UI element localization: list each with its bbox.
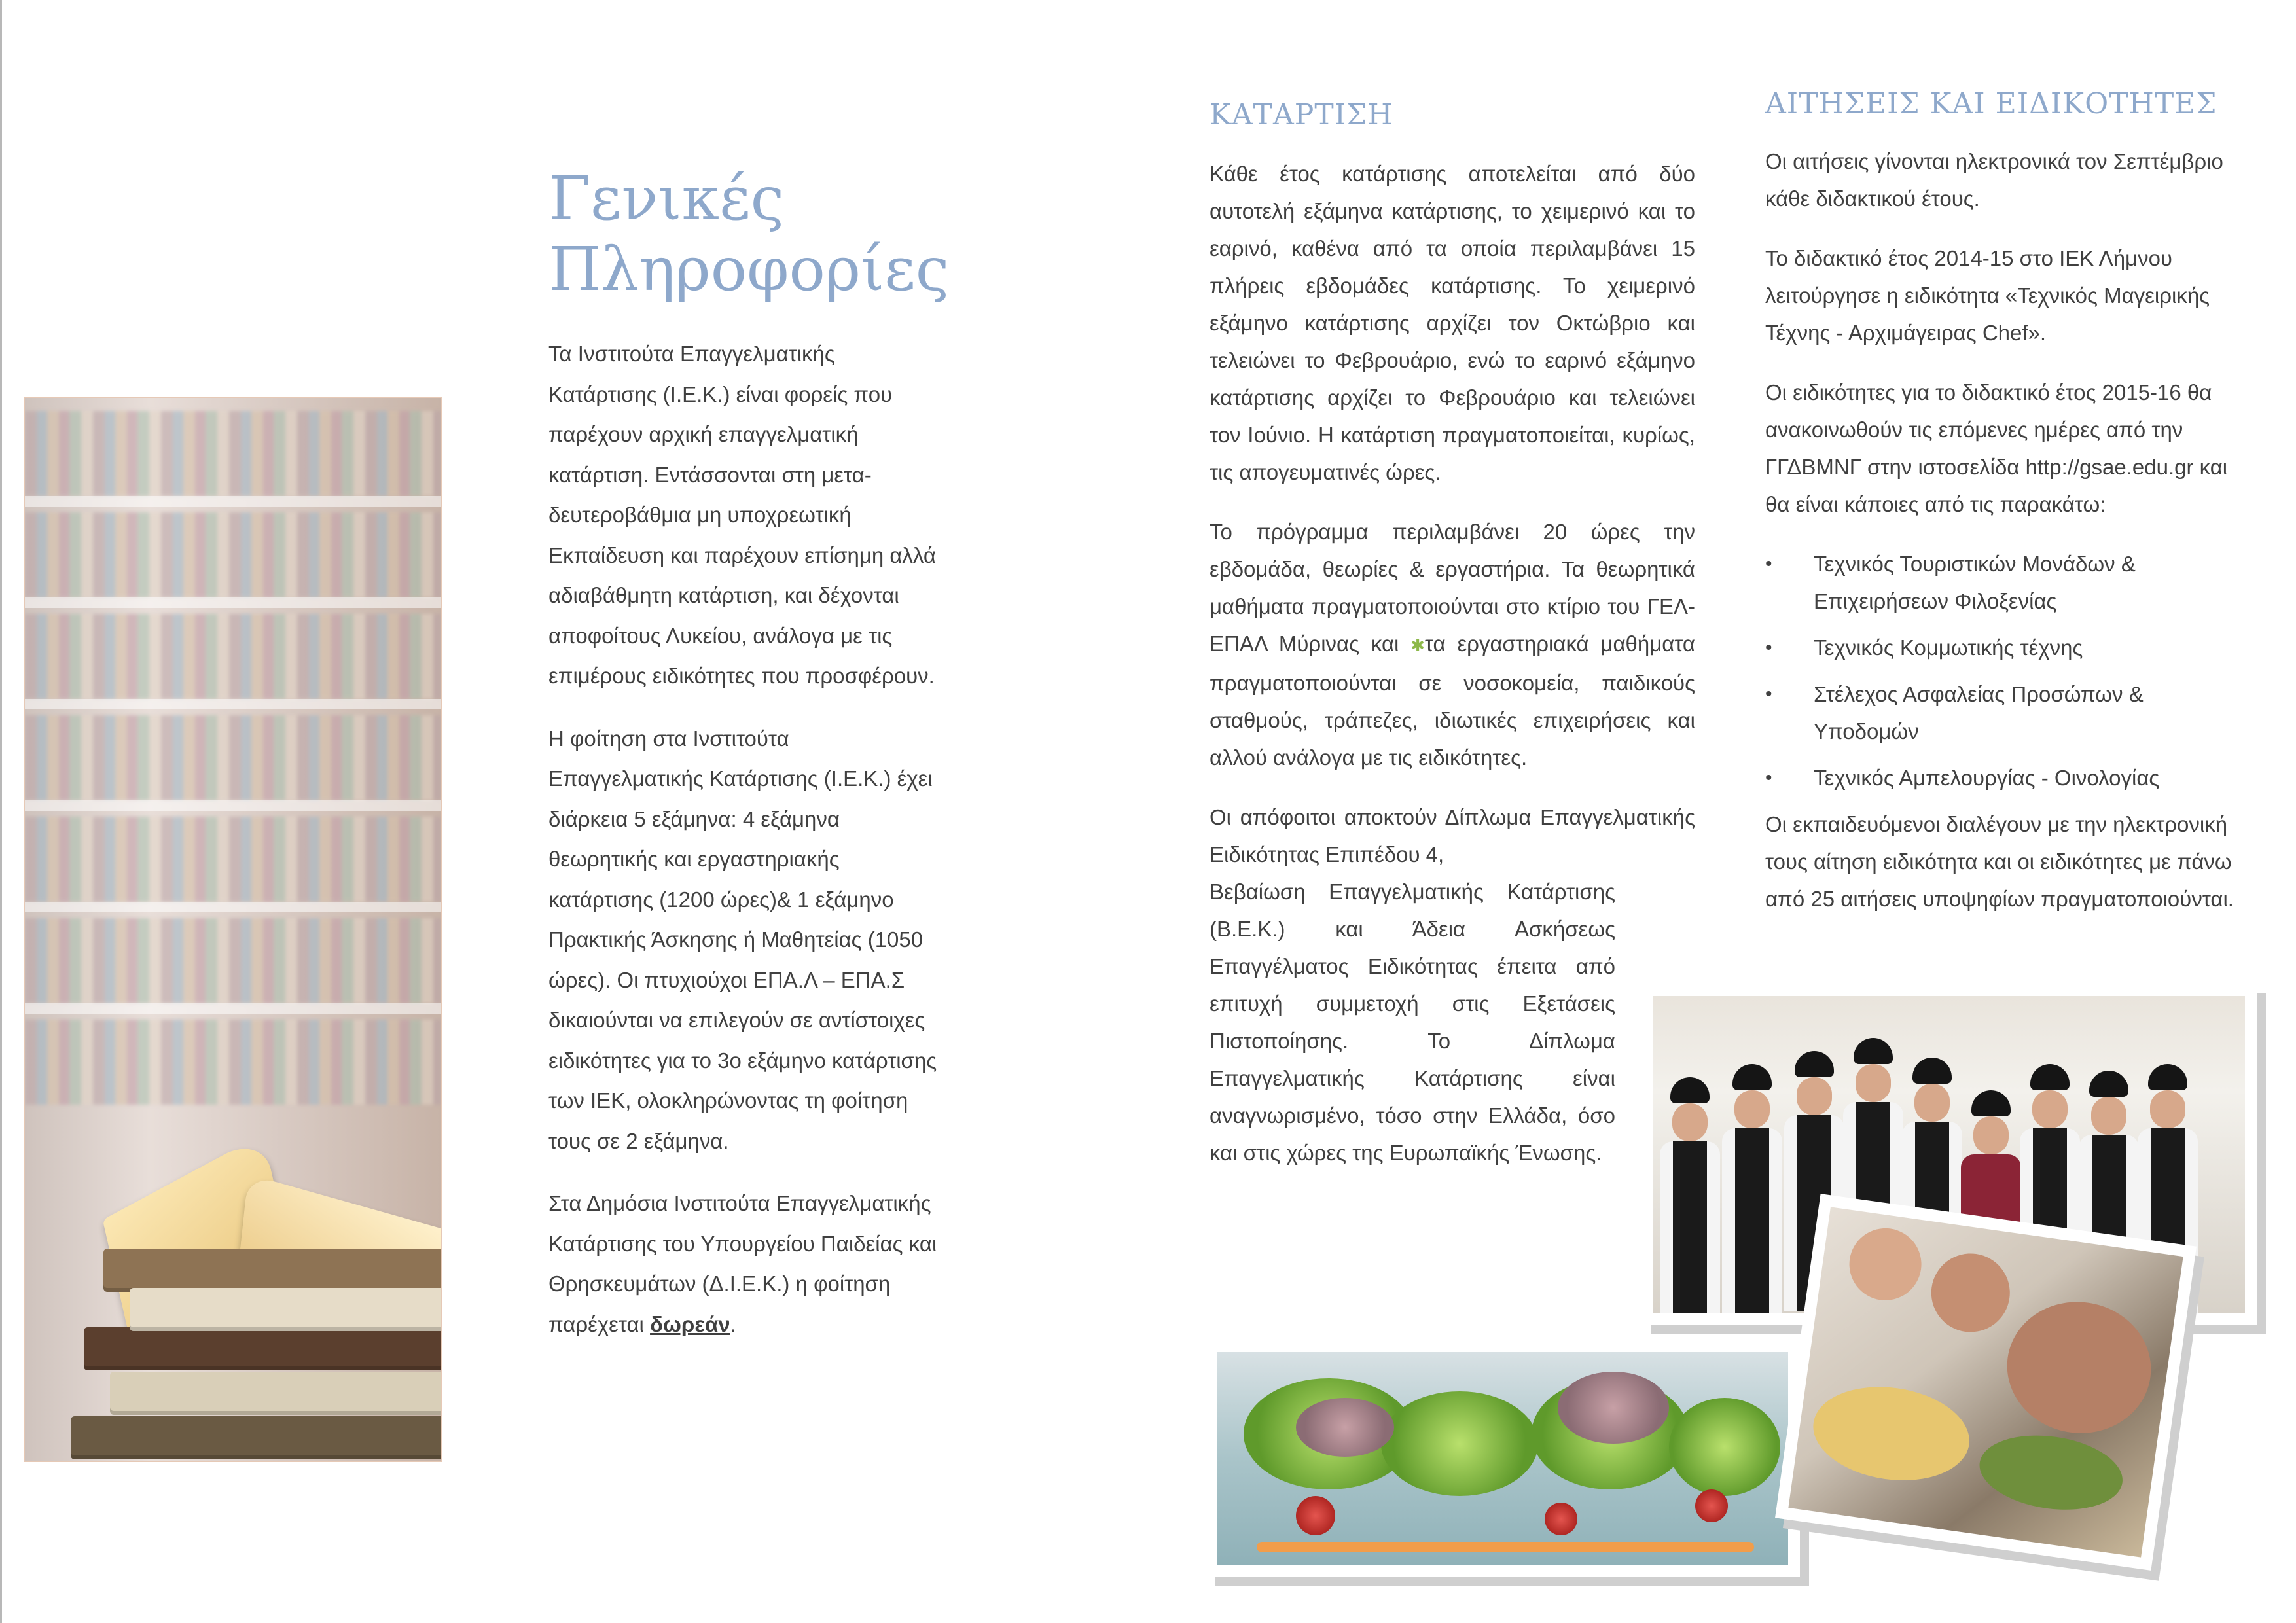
training-paragraph-1: Κάθε έτος κατάρτισης αποτελείται από δύο αυτοτελή εξάμηνα κατάρτισης, το χειμερινό και το εαρινό, καθένα από τα οποία περιλαμβάνει 15 πλήρεις εβδομάδες κατάρτισης. Το χειμερινό εξάμηνο κατάρτισης αρχίζει τον Οκτώβριο και τελειώνει το Φεβρουάριο, ενώ το εαρινό εξάμηνο κατάρτισης αρχίζει το Φεβρουάριο και τελειώνει τον Ιούνιο. Η κατάρτιση πραγματοποιείται, κυρίως, τις απογευματινές ώρες. — [1210, 162, 1695, 484]
applications-column — [1765, 143, 2250, 940]
asterisk-mark-icon: ✱ — [1410, 635, 1425, 655]
free-emphasis: δωρεάν — [650, 1311, 730, 1336]
books-library-photo — [24, 397, 442, 1462]
training-paragraph-3-continued: Βεβαίωση Επαγγελματικής Κατάρτισης (Β.Ε.Κ.) και Άδεια Ασκήσεως Επαγγέλματος Ειδικότητας έπειτα από επιτυχή συμμετοχή στις Εξετάσεις Πιστοποίησης. Το Δίπλωμα Επαγγελματικής Κατάρτισης είναι αναγνωρισμένο, τόσο στην Ελλάδα, όσο και στις χώρες της Ευρωπαϊκής Ένωσης. — [1210, 880, 1615, 1165]
bullet-icon: • — [1765, 683, 1772, 705]
list-item — [1765, 759, 2250, 796]
training-paragraph-2 — [1210, 513, 1695, 776]
bullet-icon: • — [1765, 767, 1772, 789]
training-column — [1210, 155, 1695, 1194]
bullet-icon: • — [1765, 553, 1772, 575]
general-info-paragraph-2: Η φοίτηση στα Ινστιτούτα Επαγγελματικής Κατάρτισης (Ι.Ε.Κ.) έχει διάρκεια 5 εξάμηνα: 4 εξάμηνα θεωρητικής και εργαστηριακής κατάρτισης (1200 ώρες)& 1 εξάμηνο Πρακτικής Άσκησης ή Μαθητείας (1050 ώρες). Οι πτυχιούχοι ΕΠΑ.Λ – ΕΠΑ.Σ δικαιούνται να επιλεγούν σε αντίστοιχες ειδικότητες για το 3ο εξάμηνο κατάρτισης των ΙΕΚ, ολοκληρώνοντας τη φοίτηση τους σε 2 εξάμηνα. — [548, 726, 937, 1153]
specialty-label: Τεχνικός Αμπελουργίας - Οινολογίας — [1814, 766, 2160, 790]
general-info-column — [548, 334, 941, 1366]
list-item — [1765, 675, 2250, 750]
specialty-label: Τεχνικός Κομμωτικής τέχνης — [1814, 635, 2083, 660]
page-edge-rule — [0, 0, 2, 1623]
applications-paragraph-2: Το διδακτικό έτος 2014-15 στο ΙΕΚ Λήμνου λειτούργησε η ειδικότητα «Τεχνικός Μαγειρικής Τέχνης - Αρχιμάγειρας Chef». — [1765, 246, 2210, 345]
food-platter-photo — [1206, 1340, 1800, 1577]
applications-heading: ΑΙΤΗΣΕΙΣ ΚΑΙ ΕΙΔΙΚΟΤΗΤΕΣ — [1765, 87, 2217, 120]
list-item — [1765, 545, 2250, 620]
diploma-line-1: Οι απόφοιτοι αποκτούν Δίπλωμα Επαγγελματικής Ειδικότητας Επιπέδου 4, — [1210, 805, 1695, 866]
free-tuition-text: Στα Δημόσια Ινστιτούτα Επαγγελματικής Κατάρτισης του Υπουργείου Παιδείας και Θρησκευμάτων (Δ.Ι.Ε.Κ.) η φοίτηση παρέχεται — [548, 1191, 937, 1336]
training-heading: ΚΑΤΑΡΤΙΣΗ — [1210, 98, 1393, 132]
page-title — [548, 164, 967, 305]
general-info-paragraph-1: Τα Ινστιτούτα Επαγγελματικής Κατάρτισης (Ι.Ε.Κ.) είναι φορείς που παρέχουν αρχική επαγγελματική κατάρτιση. Εντάσσονται στη μετα-δευτεροβάθμια μη υποχρεωτική Εκπαίδευση και παρέχουν επίσημη αλλά αδιαβάθμητη κατάρτιση, και δέχονται αποφοίτους Λυκείου, ανάλογα με τις επιμέρους ειδικότητες που προσφέρουν. — [548, 342, 937, 688]
applications-paragraph-4: Οι εκπαιδευόμενοι διαλέγουν με την ηλεκτρονική τους αίτηση ειδικότητα και οι ειδικότητες με πάνω από 25 αιτήσεις υποψηφίων πραγματοποιούνται. — [1765, 812, 2234, 911]
title-line-1: Γενικές — [548, 164, 785, 234]
specialty-label: Στέλεχος Ασφαλείας Προσώπων & Υποδομών — [1814, 682, 2144, 743]
list-item — [1765, 629, 2250, 666]
title-line-2: Πληροφορίες — [548, 234, 950, 304]
applications-paragraph-1: Οι αιτήσεις γίνονται ηλεκτρονικά τον Σεπτέμβριο κάθε διδακτικού έτους. — [1765, 149, 2223, 211]
specialties-list — [1765, 545, 2250, 796]
training-paragraph-3 — [1210, 798, 1695, 873]
specialty-label: Τεχνικός Τουριστικών Μονάδων & Επιχειρήσεων Φιλοξενίας — [1814, 552, 2136, 613]
kitchen-class-photo — [1775, 1194, 2197, 1571]
free-tuition-period: . — [730, 1311, 736, 1336]
bullet-icon: • — [1765, 637, 1772, 658]
training-paragraph-2-end: τα εργαστηριακά μαθήματα πραγματοποιούνται σε νοσοκομεία, παιδικούς σταθμούς, τράπεζες, ιδιωτικές επιχειρήσεις και αλλού ανάλογα με τις ειδικότητες. — [1210, 632, 1695, 770]
training-paragraph-2-start: Το πρόγραμμα περιλαμβάνει 20 ώρες την εβδομάδα, θεωρίες & εργαστήρια. Τα θεωρητικά μαθήματα πραγματοποιούνται στο κτίριο του ΓΕΛ-ΕΠΑΛ Μύρινας και — [1210, 520, 1695, 656]
general-info-paragraph-3 — [548, 1183, 941, 1344]
applications-paragraph-3: Οι ειδικότητες για το διδακτικό έτος 2015-16 θα ανακοινωθούν τις επόμενες ημέρες από την ΓΓΔΒΜΝΓ στην ιστοσελίδα http://gsae.edu.gr και θα είναι κάποιες από τις παρακάτω: — [1765, 380, 2228, 516]
